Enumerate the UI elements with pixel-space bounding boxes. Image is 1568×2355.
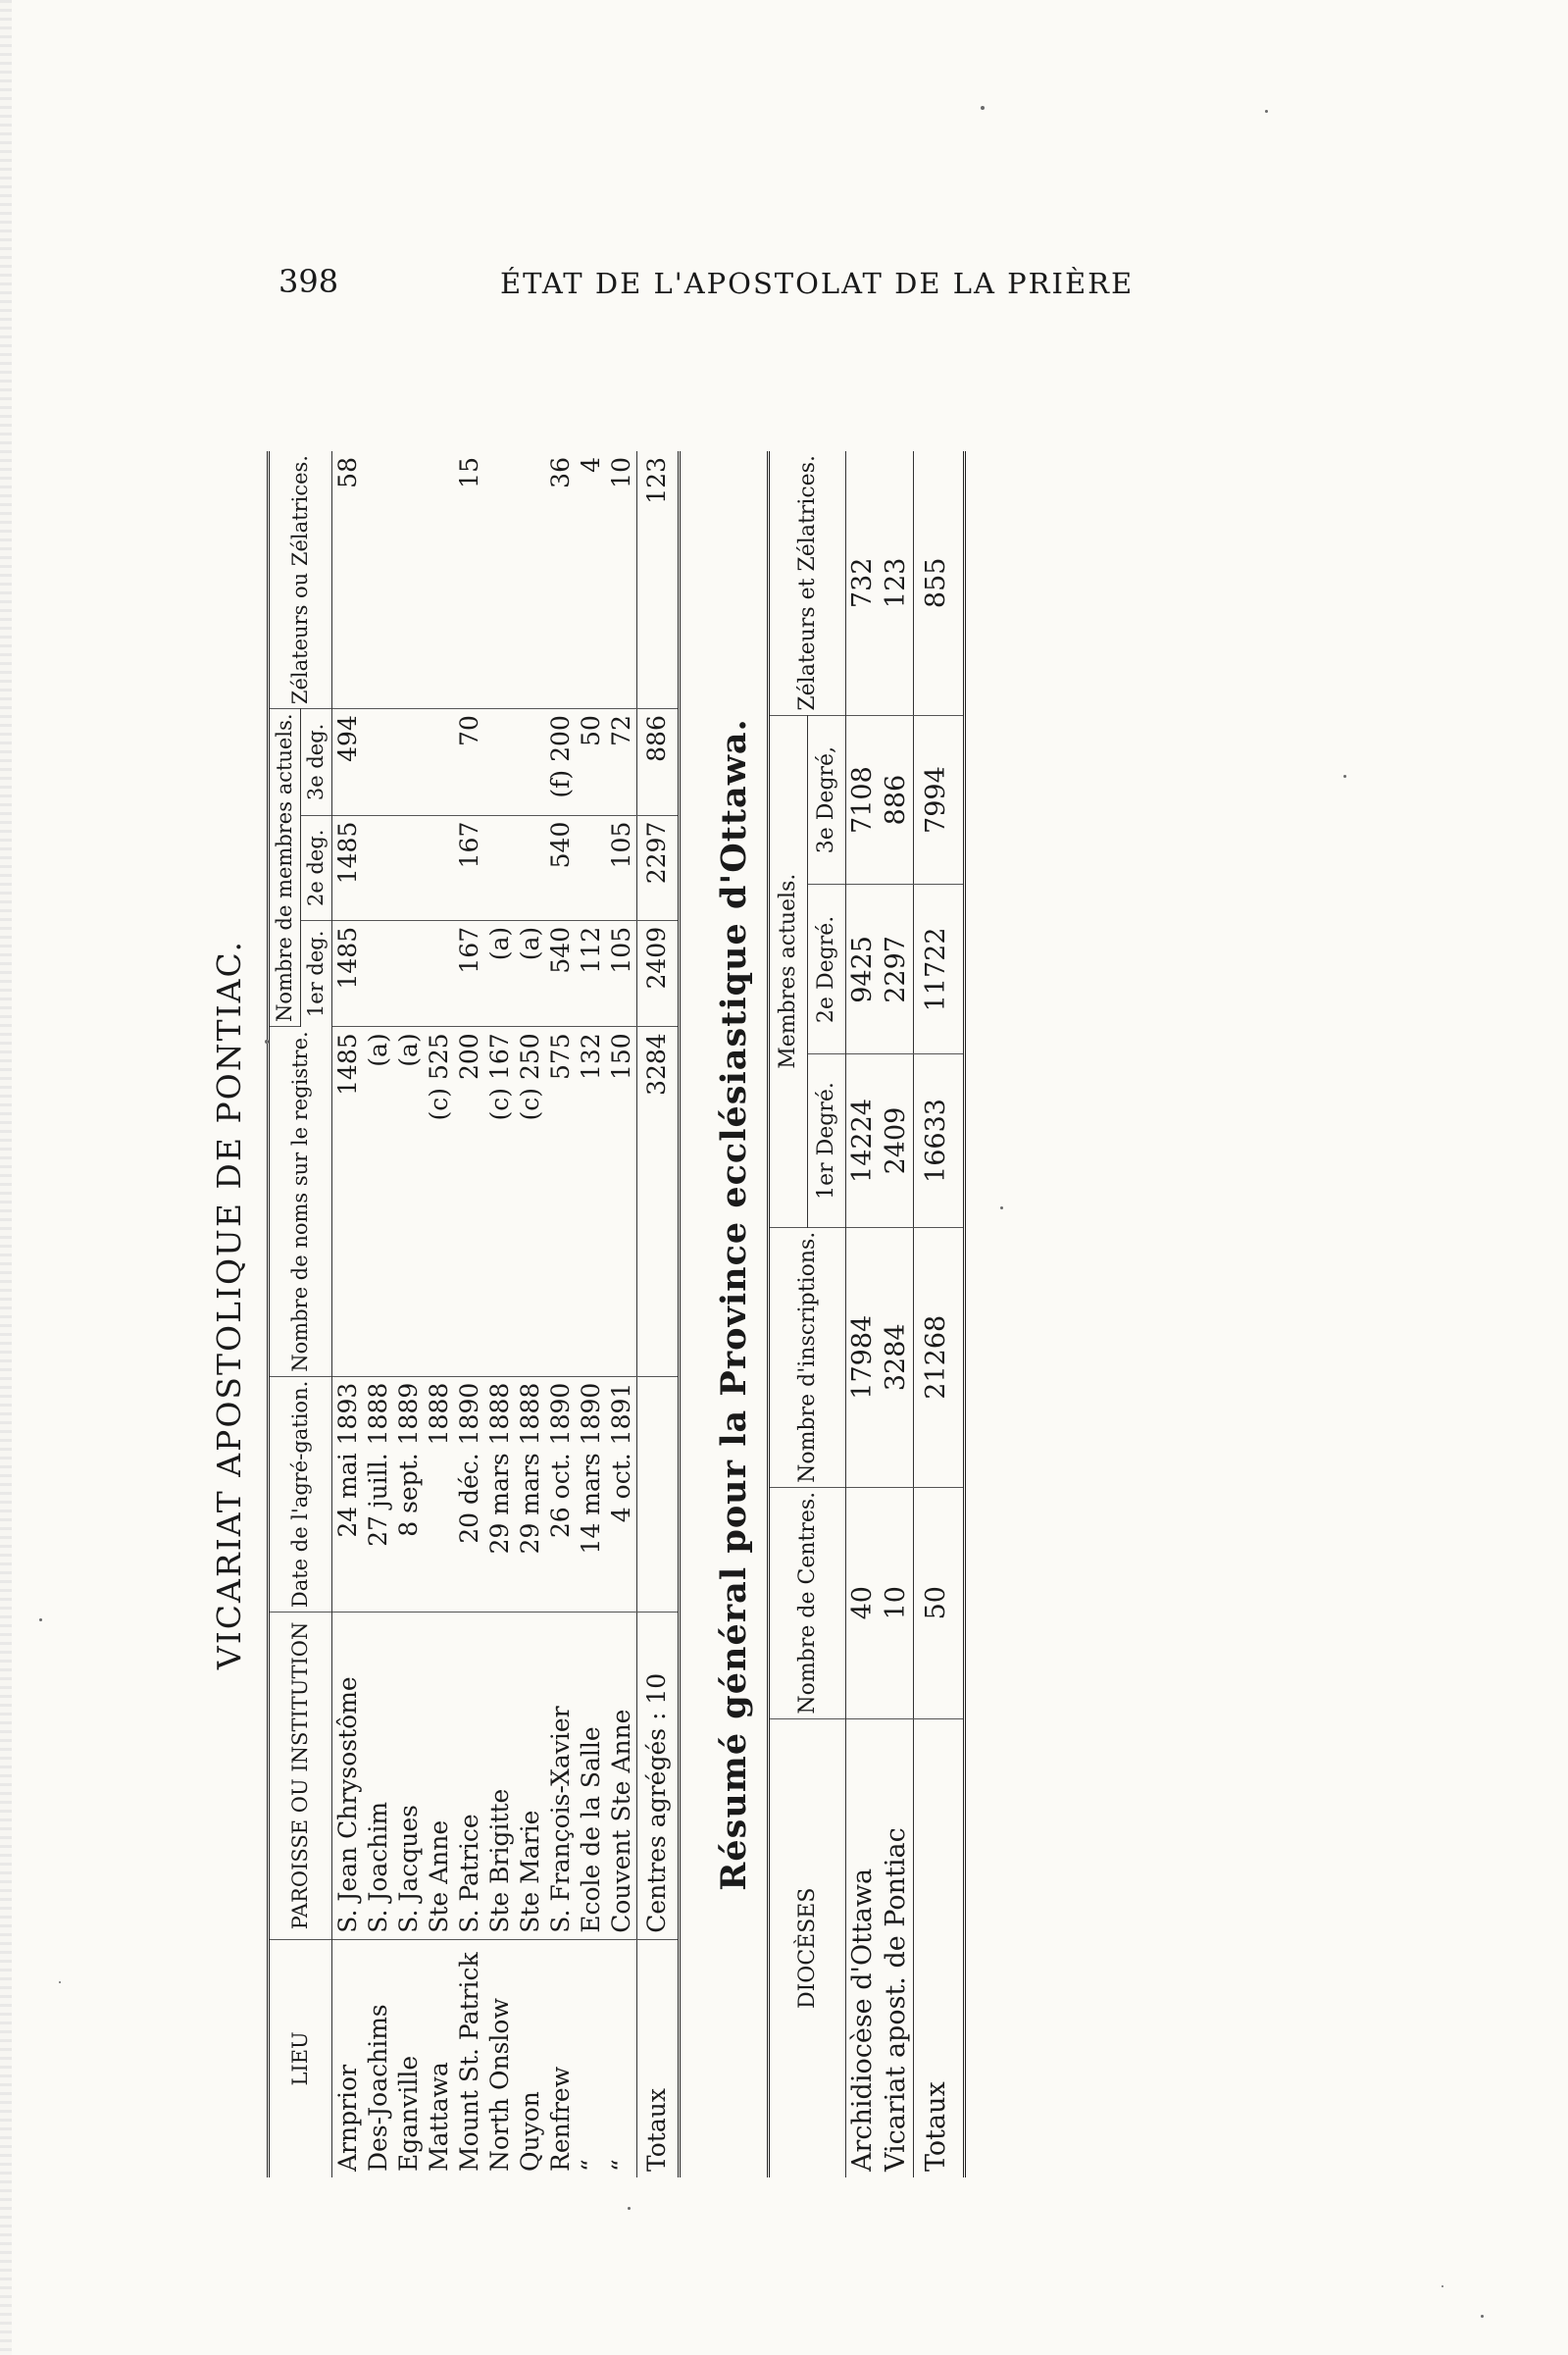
- cell-deg1: 167: [454, 920, 484, 1026]
- col-dioceses: DIOCÈSES: [769, 1718, 846, 2177]
- cell-date: 4 oct. 1891: [606, 1376, 637, 1612]
- vicariat-table: [267, 451, 681, 2177]
- cell-paroisse: S. Jean Chrysostôme: [332, 1613, 364, 1940]
- cell-lieu: Renfrew: [546, 2066, 575, 2172]
- table-row: [424, 451, 454, 2177]
- cell-date: 8 sept. 1889: [393, 1376, 424, 1612]
- resume-totals-row: [914, 451, 965, 2177]
- cell-deg2: [363, 815, 393, 920]
- cell-zelateurs: [484, 451, 515, 709]
- cell-centres: 10: [880, 1487, 914, 1718]
- cell-deg3: [393, 709, 424, 815]
- col-date: Date de l'agré-gation.: [269, 1376, 332, 1612]
- cell-paroisse: Ste Anne: [424, 1613, 454, 1940]
- cell-lieu: “: [577, 2159, 605, 2172]
- cell-date: 20 déc. 1890: [454, 1376, 484, 1612]
- scan-speck: [1000, 1206, 1003, 1209]
- scan-speck: [981, 106, 985, 110]
- cell-deg2: [515, 815, 545, 920]
- resume-total-label: Totaux: [914, 1718, 965, 2177]
- col-membres-actuels: Membres actuels.: [769, 715, 808, 1227]
- cell-inscriptions: 17984: [846, 1227, 881, 1487]
- cell-diocese: Vicariat apost. de Pontiac: [881, 1827, 911, 2172]
- cell-zelateurs: 58: [332, 451, 364, 709]
- cell-deg3: [484, 709, 515, 815]
- cell-deg1: 105: [606, 920, 637, 1026]
- cell-noms: (c) 167: [484, 1027, 515, 1376]
- cell-zelateurs: 4: [576, 451, 606, 709]
- total-deg2: 2297: [637, 815, 680, 920]
- total-centres: Centres agrégés : 10: [637, 1613, 680, 1940]
- cell-noms: 132: [576, 1027, 606, 1376]
- cell-date: 1888: [424, 1376, 454, 1612]
- cell-date: 27 juill. 1888: [363, 1376, 393, 1612]
- col-deg3: 3e deg.: [301, 709, 332, 815]
- cell-lieu: Mount St. Patrick: [455, 1952, 483, 2172]
- scan-edge-texture: [0, 0, 12, 2355]
- cell-lieu: Arnprior: [333, 2064, 362, 2172]
- cell-lieu: North Onslow: [485, 1998, 514, 2172]
- resume-total-deg2: 11722: [914, 885, 965, 1054]
- cell-noms: 575: [545, 1027, 576, 1376]
- cell-date: 24 mai 1893: [332, 1376, 364, 1612]
- resume-total-inscriptions: 21268: [914, 1227, 965, 1487]
- cell-paroisse: S. Patrice: [454, 1613, 484, 1940]
- cell-noms: 1485: [332, 1027, 364, 1376]
- resume-total-zelateurs: 855: [914, 451, 965, 715]
- cell-deg2: [484, 815, 515, 920]
- cell-noms: (c) 250: [515, 1027, 545, 1376]
- cell-date: 29 mars 1888: [484, 1376, 515, 1612]
- cell-lieu: “: [607, 2159, 635, 2172]
- resume-title: Résumé général pour la Province ecclésiastique d'Ottawa.: [714, 718, 754, 1891]
- cell-noms: (a): [363, 1027, 393, 1376]
- col-deg1: 1er deg.: [301, 920, 332, 1026]
- table-row: [545, 451, 576, 2177]
- cell-date: 14 mars 1890: [576, 1376, 606, 1612]
- cell-noms: 200: [454, 1027, 484, 1376]
- table-row: [454, 451, 484, 2177]
- cell-zelateurs: 36: [545, 451, 576, 709]
- scan-speck: [628, 2207, 631, 2210]
- col-degre2: 2e Degré.: [808, 885, 846, 1054]
- scan-speck: [59, 1981, 61, 1983]
- cell-degre1: 2409: [880, 1054, 914, 1227]
- cell-deg1: (a): [515, 920, 545, 1026]
- resume-total-deg3: 7994: [914, 715, 965, 885]
- scan-speck: [1343, 775, 1346, 778]
- cell-deg3: 70: [454, 709, 484, 815]
- scan-speck: [1442, 2285, 1443, 2287]
- cell-deg1: 1485: [332, 920, 364, 1026]
- col-zelateurs-resume: Zélateurs et Zélatrices.: [769, 451, 846, 715]
- running-head: ÉTAT DE L'APOSTOLAT DE LA PRIÈRE: [500, 267, 1135, 300]
- cell-degre2: 9425: [846, 885, 881, 1054]
- scan-speck: [1481, 2315, 1484, 2318]
- cell-paroisse: S. François-Xavier: [545, 1613, 576, 1940]
- cell-paroisse: S. Jacques: [393, 1613, 424, 1940]
- cell-noms: (c) 525: [424, 1027, 454, 1376]
- rotated-content: [206, 432, 966, 2177]
- cell-zelateurs: [393, 451, 424, 709]
- cell-deg3: (f) 200: [545, 709, 576, 815]
- cell-zelateurs: 123: [880, 451, 914, 715]
- cell-diocese: Archidiocèse d'Ottawa: [847, 1868, 878, 2172]
- table-row: [484, 451, 515, 2177]
- table-row: [332, 451, 364, 2177]
- cell-deg1: [424, 920, 454, 1026]
- cell-deg2: [393, 815, 424, 920]
- cell-deg1: 112: [576, 920, 606, 1026]
- table-row: [363, 451, 393, 2177]
- col-degre1: 1er Degré.: [808, 1054, 846, 1227]
- cell-paroisse: S. Joachim: [363, 1613, 393, 1940]
- cell-lieu: Quyon: [516, 2091, 544, 2172]
- total-deg3: 886: [637, 709, 680, 815]
- table-row: [393, 451, 424, 2177]
- cell-paroisse: Ste Brigitte: [484, 1613, 515, 1940]
- cell-degre1: 14224: [846, 1054, 881, 1227]
- cell-deg2: 105: [606, 815, 637, 920]
- scan-speck: [1265, 110, 1268, 113]
- cell-deg2: 540: [545, 815, 576, 920]
- col-membres: Nombre de membres actuels.: [269, 709, 301, 1027]
- cell-deg3: 494: [332, 709, 364, 815]
- col-lieu: LIEU: [269, 1939, 332, 2177]
- cell-lieu: Des-Joachims: [364, 2004, 392, 2172]
- cell-deg2: 167: [454, 815, 484, 920]
- cell-deg3: 72: [606, 709, 637, 815]
- cell-degre3: 886: [880, 715, 914, 885]
- vicariat-totals-row: [637, 451, 680, 2177]
- cell-deg2: [424, 815, 454, 920]
- cell-zelateurs: 10: [606, 451, 637, 709]
- col-zelateurs: Zélateurs ou Zélatrices.: [269, 451, 332, 709]
- cell-deg2: 1485: [332, 815, 364, 920]
- scan-speck: [39, 1618, 42, 1621]
- total-date: [637, 1376, 680, 1612]
- table-row: [846, 451, 881, 2177]
- col-nombre-noms: Nombre de noms sur le registre.: [269, 1027, 332, 1376]
- cell-deg1: (a): [484, 920, 515, 1026]
- cell-date: 26 oct. 1890: [545, 1376, 576, 1612]
- cell-inscriptions: 3284: [880, 1227, 914, 1487]
- table-row: [515, 451, 545, 2177]
- cell-degre2: 2297: [880, 885, 914, 1054]
- cell-deg3: [363, 709, 393, 815]
- cell-noms: (a): [393, 1027, 424, 1376]
- cell-noms: 150: [606, 1027, 637, 1376]
- table-row: [880, 451, 914, 2177]
- col-inscriptions: Nombre d'inscriptions.: [769, 1227, 846, 1487]
- cell-deg1: [393, 920, 424, 1026]
- cell-zelateurs: 732: [846, 451, 881, 715]
- cell-deg3: 50: [576, 709, 606, 815]
- resume-table: [767, 451, 966, 2177]
- resume-total-deg1: 16633: [914, 1054, 965, 1227]
- total-zelateurs: 123: [637, 451, 680, 709]
- total-label: Totaux: [637, 1939, 680, 2177]
- cell-deg3: [424, 709, 454, 815]
- cell-paroisse: Ste Marie: [515, 1613, 545, 1940]
- cell-deg1: [363, 920, 393, 1026]
- total-deg1: 2409: [637, 920, 680, 1026]
- vicariat-title: VICARIAT APOSTOLIQUE DE PONTIAC.: [210, 939, 248, 1670]
- resume-rows: [846, 451, 914, 2177]
- cell-lieu: Eganville: [394, 2055, 423, 2172]
- cell-deg3: [515, 709, 545, 815]
- vicariat-rows: [332, 451, 637, 2177]
- table-row: [606, 451, 637, 2177]
- col-centres: Nombre de Centres.: [769, 1487, 846, 1718]
- scan-speck: [265, 1040, 269, 1044]
- cell-zelateurs: [424, 451, 454, 709]
- cell-zelateurs: 15: [454, 451, 484, 709]
- page-number: 398: [278, 263, 339, 300]
- cell-zelateurs: [363, 451, 393, 709]
- cell-zelateurs: [515, 451, 545, 709]
- col-paroisse: PAROISSE OU INSTITUTION: [269, 1613, 332, 1940]
- cell-deg2: [576, 815, 606, 920]
- cell-paroisse: Couvent Ste Anne: [606, 1613, 637, 1940]
- cell-date: 29 mars 1888: [515, 1376, 545, 1612]
- resume-total-centres: 50: [914, 1487, 965, 1718]
- cell-deg1: 540: [545, 920, 576, 1026]
- total-noms: 3284: [637, 1027, 680, 1376]
- table-row: [576, 451, 606, 2177]
- col-degre3: 3e Degré,: [808, 715, 846, 885]
- cell-paroisse: Ecole de la Salle: [576, 1613, 606, 1940]
- cell-lieu: Mattawa: [425, 2062, 453, 2172]
- cell-centres: 40: [846, 1487, 881, 1718]
- cell-degre3: 7108: [846, 715, 881, 885]
- col-deg2: 2e deg.: [301, 815, 332, 920]
